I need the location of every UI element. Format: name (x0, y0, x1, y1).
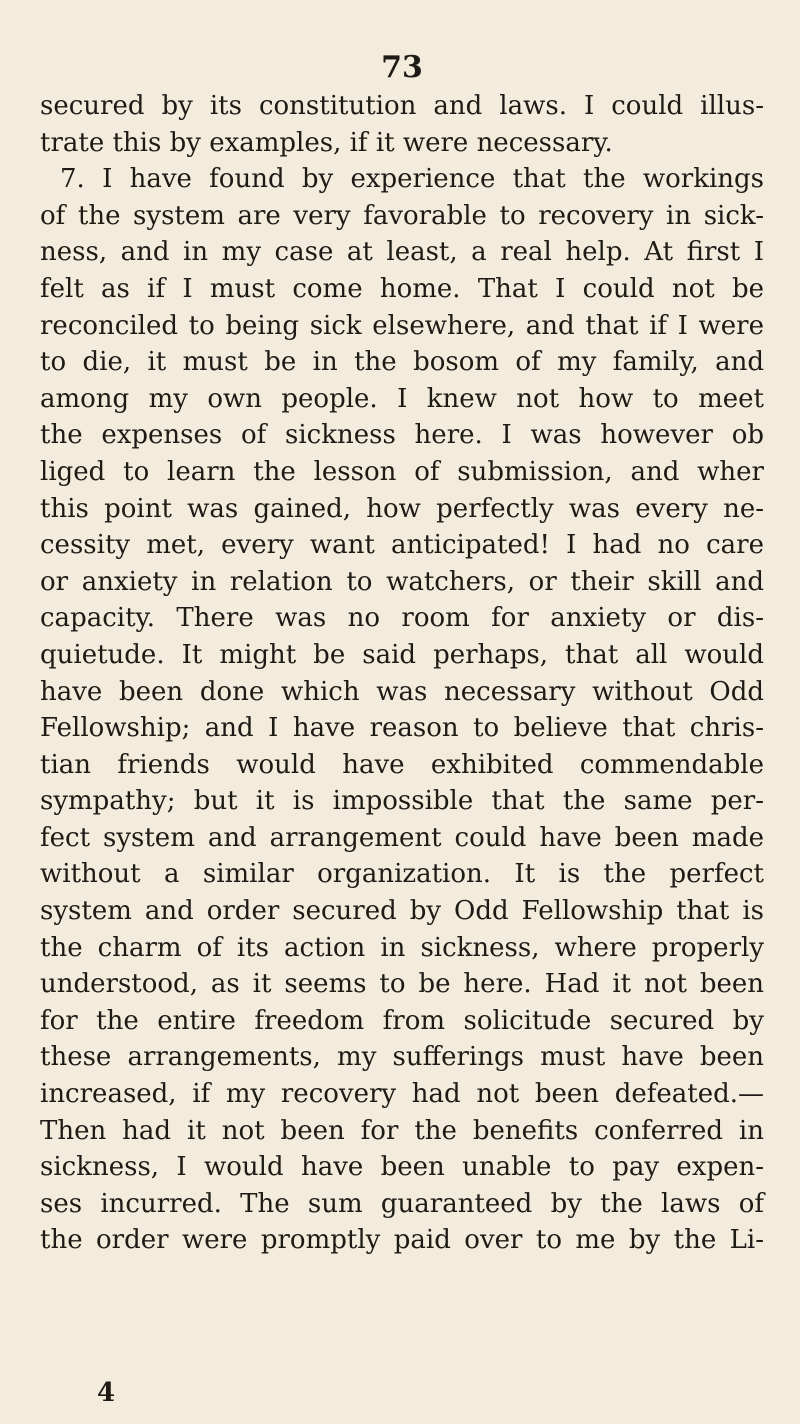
text-line: the expenses of sickness here. I was however ob (40, 420, 764, 451)
text-line: tian friends would have exhibited commendable (40, 749, 764, 780)
text-line: cessity met, every want anticipated! I had no care (40, 530, 764, 561)
signature-mark: 4 (97, 1378, 116, 1408)
text-line: Fellowship; and I have reason to believe that chris- (40, 713, 764, 744)
text-line: increased, if my recovery had not been defeated.— (40, 1079, 764, 1110)
text-line: or anxiety in relation to watchers, or their skill and (40, 566, 764, 597)
text-line: felt as if I must come home. That I could not be (40, 273, 764, 304)
text-line: sympathy; but it is impossible that the same per- (40, 786, 764, 817)
text-line: sickness, I would have been unable to pay expen- (40, 1152, 764, 1183)
text-line: ness, and in my case at least, a real help. At first I (40, 237, 764, 268)
text-line: capacity. There was no room for anxiety or dis- (40, 603, 764, 634)
text-line: without a similar organization. It is the perfect (40, 859, 764, 890)
text-line: reconciled to being sick elsewhere, and that if I were (40, 310, 764, 341)
text-line: these arrangements, my sufferings must have been (40, 1042, 764, 1073)
text-line: liged to learn the lesson of submission, and wher (40, 456, 764, 487)
page-number: 73 (381, 50, 423, 85)
text-line: system and order secured by Odd Fellowship that is (40, 896, 764, 927)
text-line: ses incurred. The sum guaranteed by the laws of (40, 1188, 764, 1219)
text-line: have been done which was necessary without Odd (40, 676, 764, 707)
text-line: trate this by examples, if it were necessary. (40, 127, 613, 158)
text-line: Then had it not been for the benefits conferred in (40, 1115, 764, 1146)
text-line: understood, as it seems to be here. Had it not been (40, 969, 764, 1000)
text-line: the order were promptly paid over to me by the Li- (40, 1225, 764, 1256)
text-line: fect system and arrangement could have been made (40, 822, 764, 853)
text-line: for the entire freedom from solicitude secured by (40, 1005, 764, 1036)
text-line: this point was gained, how perfectly was every ne- (40, 493, 764, 524)
text-line: quietude. It might be said perhaps, that all would (40, 639, 764, 670)
text-line: the charm of its action in sickness, where properly (40, 932, 764, 963)
text-line: 7. I have found by experience that the workings (60, 164, 764, 195)
text-line: secured by its constitution and laws. I could illus- (40, 91, 764, 121)
text-line: of the system are very favorable to recovery in sick- (40, 200, 764, 231)
text-line: to die, it must be in the bosom of my family, and (40, 347, 764, 378)
text-line: among my own people. I knew not how to meet (40, 383, 764, 414)
body-text (40, 88, 764, 1259)
